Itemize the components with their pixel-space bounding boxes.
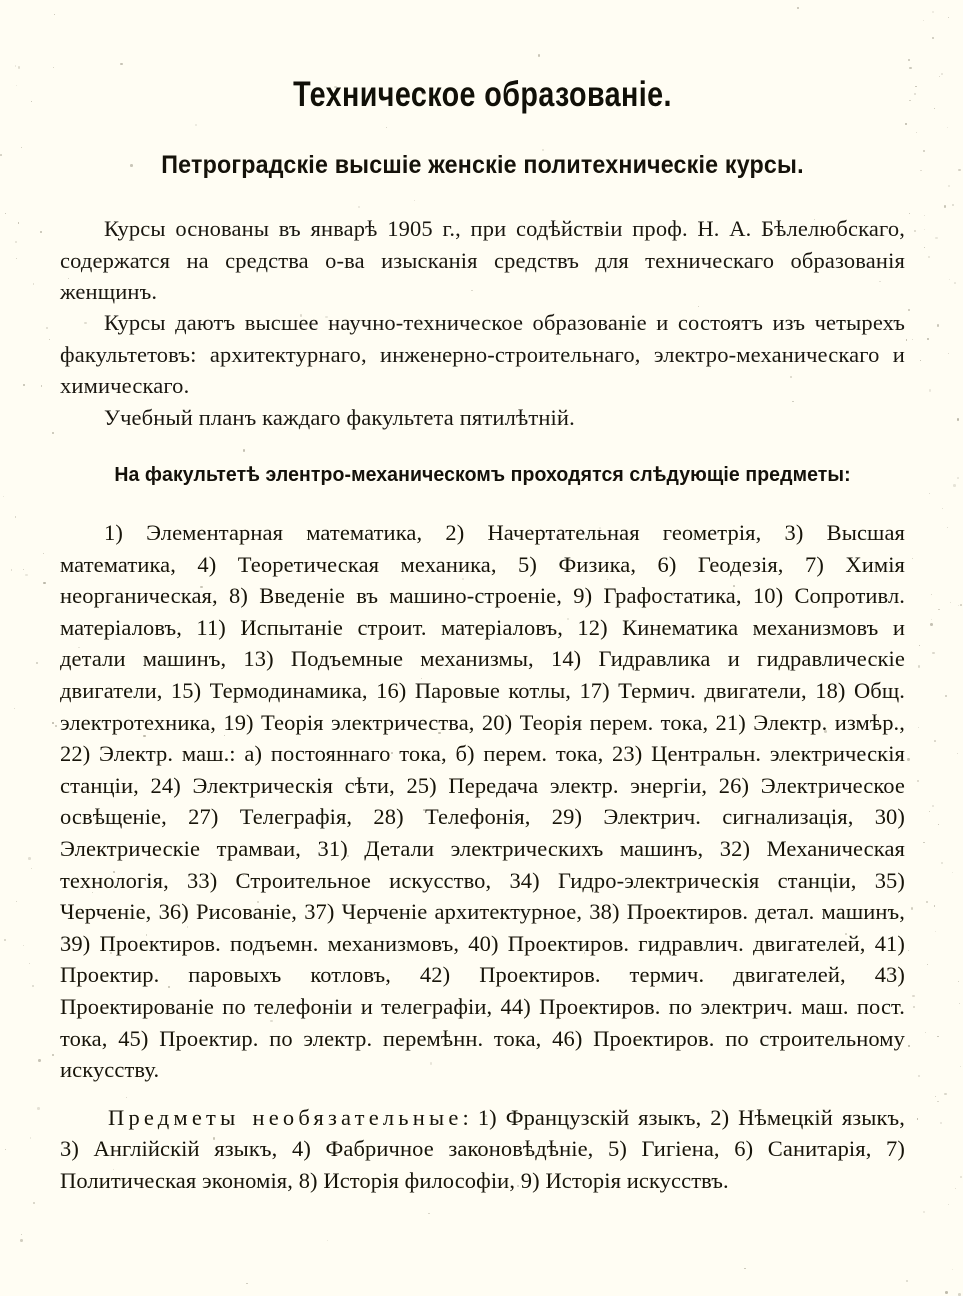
optional-subjects-label: Предметы необязательные	[108, 1104, 463, 1130]
page-content	[60, 0, 905, 1197]
optional-subjects-separator: :	[462, 1104, 478, 1130]
section-heading-electromechanical: На факультетѣ элентро-механическомъ проходятся слѣдующіе предметы:	[114, 463, 851, 487]
page-subtitle: Петроградскіе высшіе женскіе политехническіе курсы.	[161, 150, 804, 179]
subject-list-electromechanical: 1) Элементарная математика, 2) Начертательная геометрія, 3) Высшая математика, 4) Теоретическая механика, 5) Физика, 6) Геодезія, 7) Химія неорганическая, 8) Введеніе въ машино-строеніе, 9) Графостатика, 10) Сопротивл. матеріаловъ, 11) Испытаніе строит. матеріаловъ, 12) Кинематика механизмовъ и детали машинъ, 13) Подъемные механизмы, 14) Гидравлика и гидравлическіе двигатели, 15) Термодинамика, 16) Паровые котлы, 17) Термич. двигатели, 18) Общ. электротехника, 19) Теорія электричества, 20) Теорія перем. тока, 21) Электр. измѣр., 22) Электр. маш.: а) постояннаго тока, б) перем. тока, 23) Центральн. электрическія станціи, 24) Электрическія сѣти, 25) Передача электр. энергіи, 26) Электрическое освѣщеніе, 27) Телеграфія, 28) Телефонія, 29) Электрич. сигнализація, 30) Электрическіе трамваи, 31) Детали электрическихъ машинъ, 32) Механическая технологія, 33) Строительное искусство, 34) Гидро-электрическія станціи, 35) Черченіе, 36) Рисованіе, 37) Черченіе архитектурное, 38) Проектиров. детал. машинъ, 39) Проектиров. подъемн. механизмовъ, 40) Проектиров. гидравлич. двигателей, 41) Проектир. паровыхъ котловъ, 42) Проектиров. термич. двигателей, 43) Проектированіе по телефоніи и телеграфіи, 44) Проектиров. по электрич. маш. пост. тока, 45) Проектир. по электр. перемѣнн. тока, 46) Проектиров. по строительному искусству.	[60, 520, 905, 1083]
paragraph-founding: Курсы основаны въ январѣ 1905 г., при содѣйствіи проф. Н. А. Бѣлелюбскаго, содержатся на средства о-ва изысканія средствъ для техническаго образованія женщинъ.	[60, 216, 905, 305]
optional-subjects-paragraph	[60, 1086, 905, 1197]
optional-subjects-list: 1) Французскій языкъ, 2) Нѣмецкій языкъ, 3) Англійскій языкъ, 4) Фабричное законовѣдѣніе, 5) Гигіена, 6) Санитарія, 7) Политическая экономія, 8) Исторія философіи, 9) Исторія искусствъ.	[60, 1104, 905, 1193]
paragraph-faculties: Курсы даютъ высшее научно-техническое образованіе и состоятъ изъ четырехъ факультетовъ: архитектурнаго, инженерно-строительнаго, электро-механическаго и химическаго.	[60, 310, 905, 399]
paragraph-curriculum-length: Учебный планъ каждаго факультета пятилѣтній.	[104, 404, 575, 430]
page-title: Техническое образованіе.	[293, 75, 672, 114]
